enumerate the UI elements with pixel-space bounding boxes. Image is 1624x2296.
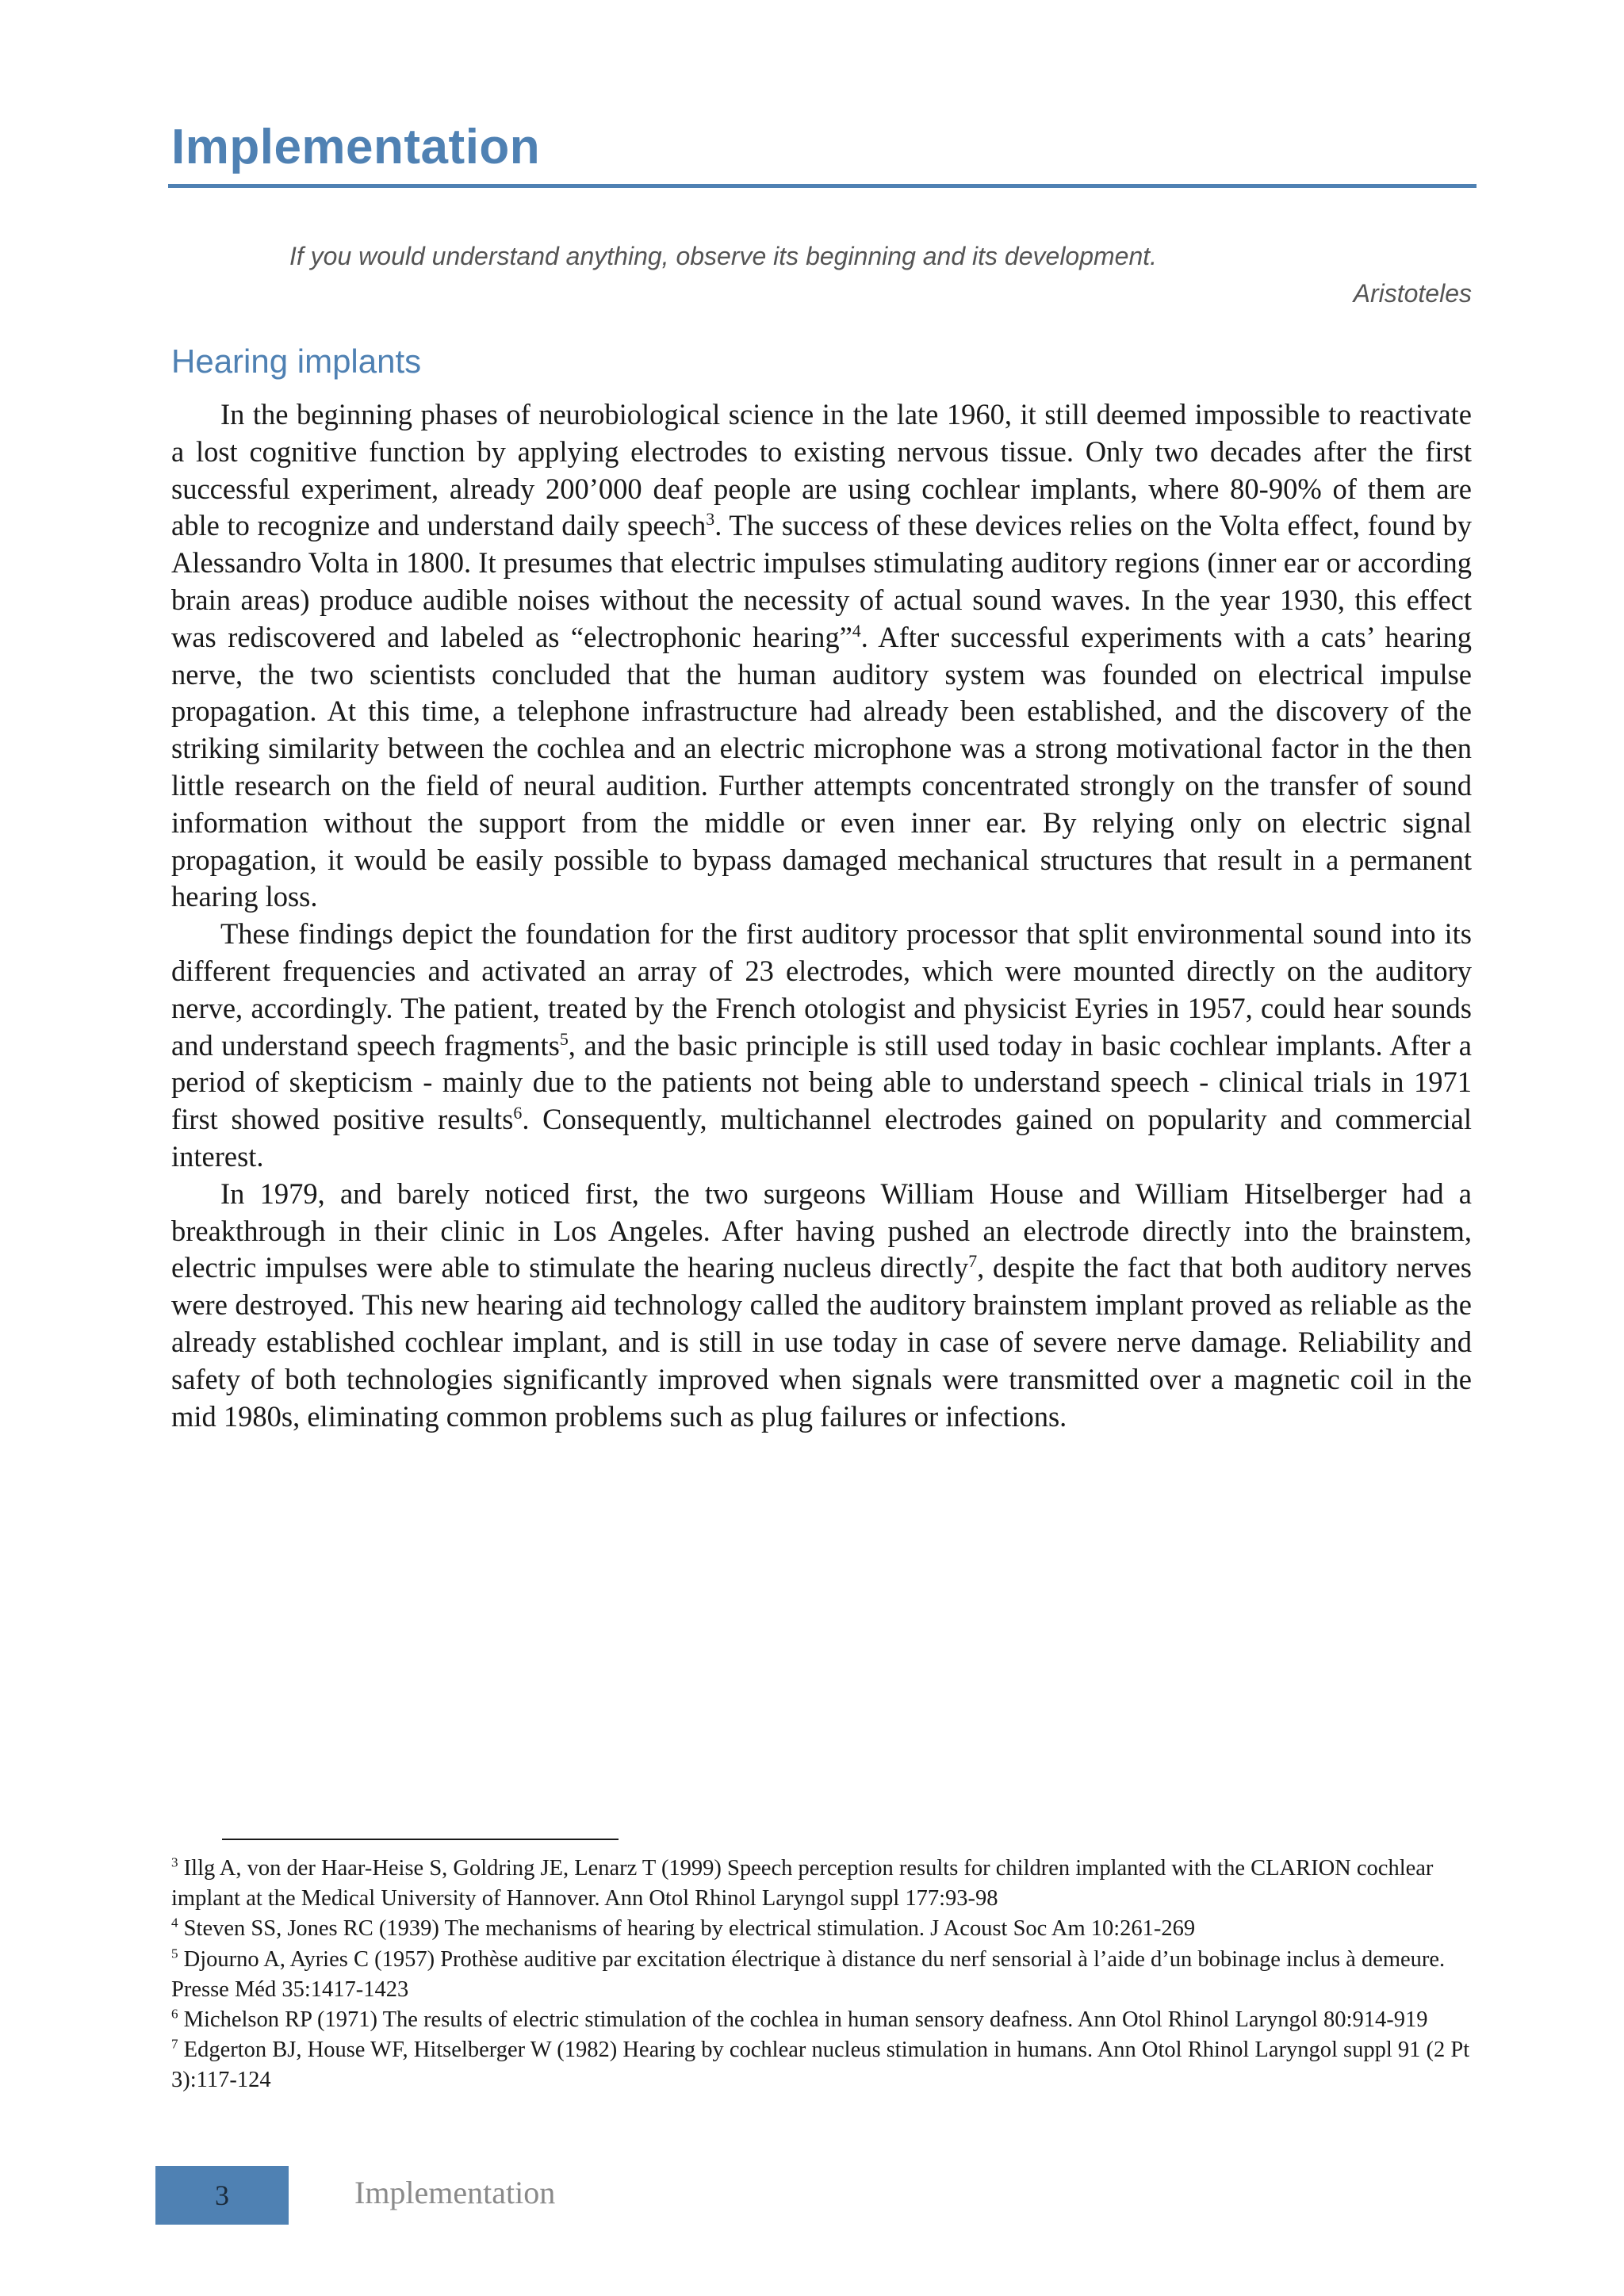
paragraph-text: , despite the fact that both auditory nerves were destroyed. This new hearing aid technology called the auditory brainstem implant proved as reliable as the already established cochlear implant, and is still in use today in case of severe nerve damage. Reliability and safety of both technologies significantly improved when signals were transmitted over a magnetic coil in the mid 1980s, eliminating common problems such as plug failures or infections. (171, 1251, 1472, 1433)
footnote-reference[interactable]: 4 (852, 620, 861, 641)
footnote-number: 4 (171, 1915, 178, 1931)
footnote (171, 1914, 1480, 1944)
chapter-title-rule (168, 184, 1477, 188)
page-number: 3 (215, 2179, 229, 2211)
footnote-reference[interactable]: 3 (706, 509, 715, 530)
footnote-number: 5 (171, 1946, 178, 1961)
paragraph-text: In the beginning phases of neurobiological science in the late 1960, it still deemed impossible to reactivate a lost cognitive function by applying electrodes to existing nervous tissue. Only two decades after the first successful experiment, already 200’000 deaf people are using cochlear implants, where 80-90% of them are able to recognize and understand daily speech (171, 398, 1472, 542)
footnote-text: Michelson RP (1971) The results of electric stimulation of the cochlea in human sensory deafness. Ann Otol Rhinol Laryngol 80:914-919 (183, 2007, 1428, 2033)
footnote-reference[interactable]: 5 (559, 1028, 569, 1049)
paragraph-text: In 1979, and barely noticed first, the two surgeons William House and William Hitselberger had a breakthrough in their clinic in Los Angeles. After having pushed an electrode directly into the brainstem, electric impulses were able to stimulate the hearing nucleus directly (171, 1177, 1472, 1284)
footnote-reference[interactable]: 6 (513, 1102, 523, 1123)
footnote-text: Illg A, von der Haar-Heise S, Goldring JE, Lenarz T (1999) Speech perception results for children implanted with the CLARION cochlear implant at the Medical University of Hannover. Ann Otol Rhinol Laryngol suppl 177:93-98 (171, 1856, 1434, 1911)
footnote (171, 1945, 1480, 2005)
footnote-number: 7 (171, 2036, 178, 2052)
paragraph-text: . After successful experiments with a cats’ hearing nerve, the two scientists concluded that the human auditory system was founded on electrical impulse propagation. At this time, a telephone infrastructure had already been established, and the discovery of the striking similarity between the cochlea and an electric microphone was a strong motivational factor in the then little research on the field of neural audition. Further attempts concentrated strongly on the transfer of sound information without the support from the middle or even inner ear. By relying only on electric signal propagation, it would be easily possible to bypass damaged mechanical structures that result in a permanent hearing loss. (171, 620, 1472, 913)
body-paragraph (171, 396, 1472, 916)
paragraph-text: These findings depict the foundation for the first auditory processor that split environmental sound into its different frequencies and activated an array of 23 electrodes, which were mounted directly on the auditory nerve, accordingly. The patient, treated by the French otologist and physicist Eyries in 1957, could hear sounds and understand speech fragments (171, 917, 1472, 1062)
footnote-text: Edgerton BJ, House WF, Hitselberger W (1982) Hearing by cochlear nucleus stimulation in humans. Ann Otol Rhinol Laryngol suppl 91 (2 Pt 3):117-124 (171, 2038, 1470, 2093)
footnote-reference[interactable]: 7 (968, 1251, 978, 1272)
footnote-separator (222, 1839, 619, 1840)
body-paragraph (171, 916, 1472, 1176)
footnotes (171, 1854, 1480, 2096)
footnote (171, 2005, 1480, 2035)
footnote-text: Djourno A, Ayries C (1957) Prothèse auditive par excitation électrique à distance du nerf sensorial à l’aide d’un bobinage inclus à demeure. Presse Méd 35:1417-1423 (171, 1946, 1446, 2002)
footnote-number: 3 (171, 1854, 178, 1870)
paragraph-text: . The success of these devices relies on the Volta effect, found by Alessandro Volta in 1800. It presumes that electric impulses stimulating auditory regions (inner ear or according brain areas) produce audible noises without the necessity of actual sound waves. In the year 1930, this effect was rediscovered and labeled as “electrophonic hearing” (171, 509, 1472, 653)
paragraph-text: . Consequently, multichannel electrodes gained on popularity and commercial interest. (171, 1103, 1472, 1173)
epigraph-author: Aristoteles (1353, 279, 1472, 308)
footnote-text: Steven SS, Jones RC (1939) The mechanisms of hearing by electrical stimulation. J Acoust Soc Am 10:261-269 (183, 1916, 1196, 1942)
epigraph-quote: If you would understand anything, observe its beginning and its development. (289, 242, 1158, 270)
footnote (171, 1854, 1480, 1914)
footnote-number: 6 (171, 2006, 178, 2022)
body-text (171, 396, 1472, 1435)
running-footer-title: Implementation (354, 2175, 556, 2210)
section-heading: Hearing implants (171, 342, 422, 380)
paragraph-text: , and the basic principle is still used today in basic cochlear implants. After a period of skepticism - mainly due to the patients not being able to understand speech - clinical trials in 1971 first showed positive results (171, 1028, 1472, 1136)
footnote (171, 2035, 1480, 2095)
body-paragraph (171, 1176, 1472, 1436)
chapter-title: Implementation (171, 120, 541, 174)
